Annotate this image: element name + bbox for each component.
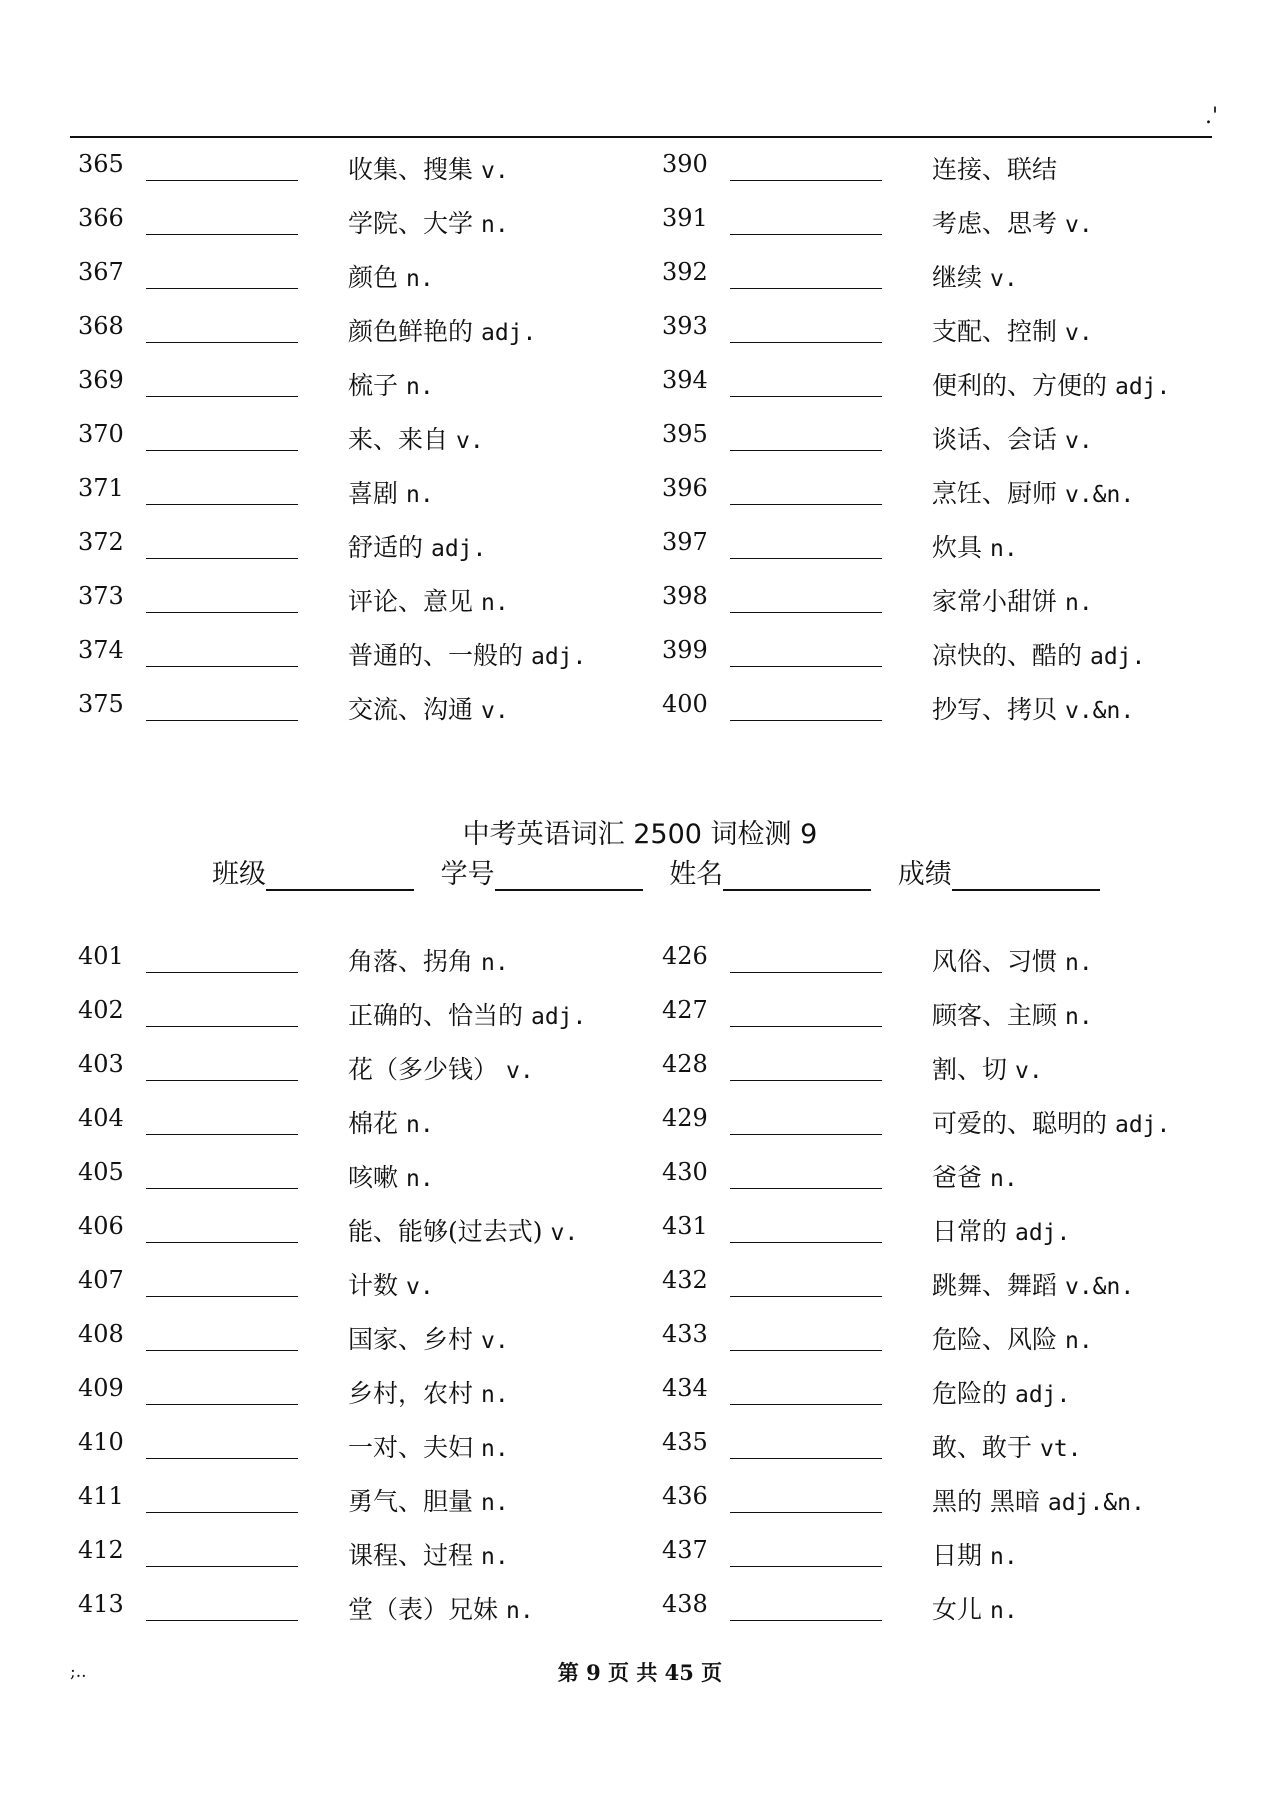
chinese-meaning: 危险的 xyxy=(932,1379,1008,1408)
answer-blank[interactable] xyxy=(146,180,298,181)
class-blank[interactable] xyxy=(266,859,414,891)
chinese-meaning: 勇气、胆量 xyxy=(348,1487,474,1516)
answer-blank[interactable] xyxy=(730,1296,882,1297)
part-of-speech: n. xyxy=(480,590,509,616)
part-of-speech: n. xyxy=(989,1598,1018,1624)
meaning-text xyxy=(932,1158,1018,1194)
answer-blank[interactable] xyxy=(730,1350,882,1351)
meaning-text xyxy=(348,942,509,978)
item-number: 406 xyxy=(78,1212,124,1240)
chinese-meaning: 跳舞、舞蹈 xyxy=(932,1271,1058,1300)
chinese-meaning: 危险、风险 xyxy=(932,1325,1058,1354)
meaning-text xyxy=(932,420,1093,456)
item-number: 438 xyxy=(662,1590,708,1618)
answer-blank[interactable] xyxy=(146,234,298,235)
part-of-speech: v.&n. xyxy=(1064,482,1135,508)
vocab-section-2 xyxy=(0,932,1280,1634)
chinese-meaning: 计数 xyxy=(348,1271,399,1300)
answer-blank[interactable] xyxy=(730,1080,882,1081)
part-of-speech: n. xyxy=(480,1382,509,1408)
item-number: 390 xyxy=(662,150,708,178)
meaning-text xyxy=(348,1320,509,1356)
meaning-text xyxy=(348,1428,509,1464)
part-of-speech: adj. xyxy=(530,1004,587,1030)
vocab-row xyxy=(0,518,1280,572)
part-of-speech: v. xyxy=(405,1274,434,1300)
item-number: 436 xyxy=(662,1482,708,1510)
answer-blank[interactable] xyxy=(730,180,882,181)
vocab-row xyxy=(0,1256,1280,1310)
vocab-row xyxy=(0,1364,1280,1418)
part-of-speech: n. xyxy=(1064,950,1093,976)
answer-blank[interactable] xyxy=(146,612,298,613)
part-of-speech: n. xyxy=(1064,1004,1093,1030)
chinese-meaning: 黑的 黑暗 xyxy=(932,1487,1040,1516)
vocab-row xyxy=(0,1040,1280,1094)
footer-mark: ;.. xyxy=(70,1662,87,1682)
item-number: 410 xyxy=(78,1428,124,1456)
meaning-text xyxy=(348,582,509,618)
meaning-text xyxy=(348,636,586,672)
answer-blank[interactable] xyxy=(730,1242,882,1243)
answer-blank[interactable] xyxy=(146,1242,298,1243)
answer-blank[interactable] xyxy=(146,504,298,505)
corner-mark: .' xyxy=(1205,104,1219,129)
part-of-speech: v. xyxy=(480,158,509,184)
answer-blank[interactable] xyxy=(146,1296,298,1297)
meaning-text xyxy=(348,1104,434,1140)
answer-blank[interactable] xyxy=(146,288,298,289)
meaning-text xyxy=(348,258,434,294)
chinese-meaning: 爸爸 xyxy=(932,1163,983,1192)
vocab-row xyxy=(0,572,1280,626)
meaning-text xyxy=(932,204,1093,240)
vocab-row xyxy=(0,302,1280,356)
item-number: 428 xyxy=(662,1050,708,1078)
item-number: 366 xyxy=(78,204,124,232)
answer-blank[interactable] xyxy=(146,1512,298,1513)
chinese-meaning: 可爱的、聪明的 xyxy=(932,1109,1108,1138)
meaning-text xyxy=(932,474,1134,510)
meaning-text xyxy=(348,312,536,348)
chinese-meaning: 学院、大学 xyxy=(348,209,474,238)
score-blank[interactable] xyxy=(952,859,1100,891)
vocab-row xyxy=(0,1202,1280,1256)
item-number: 391 xyxy=(662,204,708,232)
item-number: 396 xyxy=(662,474,708,502)
item-number: 394 xyxy=(662,366,708,394)
vocab-row xyxy=(0,986,1280,1040)
chinese-meaning: 舒适的 xyxy=(348,533,424,562)
answer-blank[interactable] xyxy=(730,342,882,343)
answer-blank[interactable] xyxy=(730,1188,882,1189)
meaning-text xyxy=(348,366,434,402)
part-of-speech: n. xyxy=(405,374,434,400)
chinese-meaning: 堂（表）兄妹 xyxy=(348,1595,499,1624)
item-number: 407 xyxy=(78,1266,124,1294)
item-number: 408 xyxy=(78,1320,124,1348)
item-number: 393 xyxy=(662,312,708,340)
vocab-row xyxy=(0,626,1280,680)
student-info-line xyxy=(212,852,1100,891)
meaning-text xyxy=(348,996,586,1032)
answer-blank[interactable] xyxy=(146,342,298,343)
item-number: 405 xyxy=(78,1158,124,1186)
answer-blank[interactable] xyxy=(146,396,298,397)
vocab-row xyxy=(0,932,1280,986)
chinese-meaning: 日期 xyxy=(932,1541,983,1570)
chinese-meaning: 普通的、一般的 xyxy=(348,641,524,670)
part-of-speech: v.&n. xyxy=(1064,1274,1135,1300)
meaning-text xyxy=(932,258,1018,294)
part-of-speech: v. xyxy=(505,1058,534,1084)
item-number: 434 xyxy=(662,1374,708,1402)
meaning-text xyxy=(348,204,509,240)
student-id-label: 学号 xyxy=(440,859,495,890)
item-number: 369 xyxy=(78,366,124,394)
answer-blank[interactable] xyxy=(730,288,882,289)
chinese-meaning: 继续 xyxy=(932,263,983,292)
meaning-text xyxy=(932,1212,1070,1248)
chinese-meaning: 能、能够(过去式) xyxy=(348,1217,543,1246)
part-of-speech: adj. xyxy=(1114,374,1171,400)
item-number: 399 xyxy=(662,636,708,664)
top-rule xyxy=(70,136,1212,138)
meaning-text xyxy=(348,690,509,726)
chinese-meaning: 支配、控制 xyxy=(932,317,1058,346)
answer-blank[interactable] xyxy=(730,612,882,613)
item-number: 398 xyxy=(662,582,708,610)
part-of-speech: n. xyxy=(480,212,509,238)
item-number: 433 xyxy=(662,1320,708,1348)
item-number: 437 xyxy=(662,1536,708,1564)
chinese-meaning: 敢、敢于 xyxy=(932,1433,1033,1462)
item-number: 404 xyxy=(78,1104,124,1132)
answer-blank[interactable] xyxy=(730,972,882,973)
meaning-text xyxy=(348,150,509,186)
answer-blank[interactable] xyxy=(730,1620,882,1621)
answer-blank[interactable] xyxy=(730,234,882,235)
part-of-speech: n. xyxy=(405,482,434,508)
chinese-meaning: 交流、沟通 xyxy=(348,695,474,724)
meaning-text xyxy=(932,366,1170,402)
chinese-meaning: 炊具 xyxy=(932,533,983,562)
meaning-text xyxy=(932,996,1093,1032)
class-label: 班级 xyxy=(212,859,266,890)
part-of-speech: adj. xyxy=(1014,1220,1071,1246)
chinese-meaning: 课程、过程 xyxy=(348,1541,474,1570)
name-label: 姓名 xyxy=(669,859,724,890)
item-number: 395 xyxy=(662,420,708,448)
meaning-text xyxy=(932,1104,1170,1140)
answer-blank[interactable] xyxy=(146,450,298,451)
part-of-speech: v. xyxy=(455,428,484,454)
chinese-meaning: 棉花 xyxy=(348,1109,399,1138)
chinese-meaning: 评论、意见 xyxy=(348,587,474,616)
part-of-speech: n. xyxy=(1064,590,1093,616)
answer-blank[interactable] xyxy=(730,504,882,505)
part-of-speech: n. xyxy=(1064,1328,1093,1354)
answer-blank[interactable] xyxy=(730,450,882,451)
chinese-meaning: 家常小甜饼 xyxy=(932,587,1058,616)
part-of-speech: n. xyxy=(989,536,1018,562)
answer-blank[interactable] xyxy=(730,1404,882,1405)
meaning-text xyxy=(932,150,1057,186)
part-of-speech: adj. xyxy=(1014,1382,1071,1408)
answer-blank[interactable] xyxy=(146,1566,298,1567)
chinese-meaning: 喜剧 xyxy=(348,479,399,508)
part-of-speech: n. xyxy=(480,1436,509,1462)
item-number: 367 xyxy=(78,258,124,286)
meaning-text xyxy=(932,1590,1018,1626)
meaning-text xyxy=(932,690,1134,726)
item-number: 429 xyxy=(662,1104,708,1132)
chinese-meaning: 风俗、习惯 xyxy=(932,947,1058,976)
part-of-speech: n. xyxy=(989,1166,1018,1192)
chinese-meaning: 收集、搜集 xyxy=(348,155,474,184)
vocab-row xyxy=(0,1526,1280,1580)
chinese-meaning: 顾客、主顾 xyxy=(932,1001,1058,1030)
meaning-text xyxy=(932,1482,1145,1518)
part-of-speech: v. xyxy=(1064,212,1093,238)
item-number: 370 xyxy=(78,420,124,448)
part-of-speech: v. xyxy=(1014,1058,1043,1084)
part-of-speech: adj.&n. xyxy=(1047,1490,1145,1516)
chinese-meaning: 考虑、思考 xyxy=(932,209,1058,238)
meaning-text xyxy=(348,1050,534,1086)
chinese-meaning: 抄写、拷贝 xyxy=(932,695,1058,724)
item-number: 427 xyxy=(662,996,708,1024)
part-of-speech: v. xyxy=(480,1328,509,1354)
answer-blank[interactable] xyxy=(146,972,298,973)
meaning-text xyxy=(932,1536,1018,1572)
item-number: 400 xyxy=(662,690,708,718)
part-of-speech: n. xyxy=(405,1166,434,1192)
part-of-speech: n. xyxy=(989,1544,1018,1570)
answer-blank[interactable] xyxy=(146,1188,298,1189)
vocab-row xyxy=(0,410,1280,464)
part-of-speech: n. xyxy=(405,266,434,292)
answer-blank[interactable] xyxy=(146,666,298,667)
chinese-meaning: 女儿 xyxy=(932,1595,983,1624)
meaning-text xyxy=(348,1590,534,1626)
vocab-section-1 xyxy=(0,140,1280,734)
answer-blank[interactable] xyxy=(146,1620,298,1621)
item-number: 375 xyxy=(78,690,124,718)
test-title: 中考英语词汇 2500 词检测 9 xyxy=(462,819,818,850)
chinese-meaning: 烹饪、厨师 xyxy=(932,479,1058,508)
meaning-text xyxy=(348,420,484,456)
chinese-meaning: 割、切 xyxy=(932,1055,1008,1084)
chinese-meaning: 凉快的、酷的 xyxy=(932,641,1083,670)
item-number: 374 xyxy=(78,636,124,664)
part-of-speech: adj. xyxy=(530,644,587,670)
part-of-speech: v. xyxy=(480,698,509,724)
vocab-row xyxy=(0,140,1280,194)
meaning-text xyxy=(348,1158,434,1194)
chinese-meaning: 正确的、恰当的 xyxy=(348,1001,524,1030)
vocab-row xyxy=(0,1472,1280,1526)
part-of-speech: v. xyxy=(1064,320,1093,346)
vocab-row xyxy=(0,1310,1280,1364)
item-number: 365 xyxy=(78,150,124,178)
answer-blank[interactable] xyxy=(146,1080,298,1081)
answer-blank[interactable] xyxy=(146,558,298,559)
item-number: 371 xyxy=(78,474,124,502)
answer-blank[interactable] xyxy=(730,396,882,397)
item-number: 413 xyxy=(78,1590,124,1618)
answer-blank[interactable] xyxy=(146,720,298,721)
answer-blank[interactable] xyxy=(146,1350,298,1351)
vocab-row xyxy=(0,1148,1280,1202)
part-of-speech: adj. xyxy=(480,320,537,346)
meaning-text xyxy=(348,474,434,510)
answer-blank[interactable] xyxy=(146,1404,298,1405)
page-number: 第 9 页 共 45 页 xyxy=(557,1660,723,1685)
vocab-row xyxy=(0,1418,1280,1472)
score-label: 成绩 xyxy=(897,859,952,890)
answer-blank[interactable] xyxy=(730,1512,882,1513)
part-of-speech: v.&n. xyxy=(1064,698,1135,724)
item-number: 403 xyxy=(78,1050,124,1078)
answer-blank[interactable] xyxy=(730,720,882,721)
meaning-text xyxy=(348,1536,509,1572)
vocab-row xyxy=(0,1580,1280,1634)
item-number: 432 xyxy=(662,1266,708,1294)
vocab-row xyxy=(0,1094,1280,1148)
chinese-meaning: 角落、拐角 xyxy=(348,947,474,976)
item-number: 411 xyxy=(78,1482,124,1510)
chinese-meaning: 颜色 xyxy=(348,263,399,292)
part-of-speech: vt. xyxy=(1039,1436,1082,1462)
meaning-text xyxy=(932,1266,1134,1302)
answer-blank[interactable] xyxy=(146,1458,298,1459)
vocab-row xyxy=(0,194,1280,248)
part-of-speech: n. xyxy=(505,1598,534,1624)
chinese-meaning: 便利的、方便的 xyxy=(932,371,1108,400)
chinese-meaning: 咳嗽 xyxy=(348,1163,399,1192)
chinese-meaning: 连接、联结 xyxy=(932,155,1058,184)
part-of-speech: n. xyxy=(480,950,509,976)
item-number: 397 xyxy=(662,528,708,556)
item-number: 409 xyxy=(78,1374,124,1402)
vocab-row xyxy=(0,464,1280,518)
meaning-text xyxy=(932,312,1093,348)
item-number: 368 xyxy=(78,312,124,340)
item-number: 412 xyxy=(78,1536,124,1564)
meaning-text xyxy=(932,636,1145,672)
item-number: 392 xyxy=(662,258,708,286)
chinese-meaning: 国家、乡村 xyxy=(348,1325,474,1354)
item-number: 435 xyxy=(662,1428,708,1456)
meaning-text xyxy=(348,528,486,564)
meaning-text xyxy=(932,582,1093,618)
answer-blank[interactable] xyxy=(730,1026,882,1027)
part-of-speech: v. xyxy=(989,266,1018,292)
part-of-speech: adj. xyxy=(430,536,487,562)
chinese-meaning: 谈话、会话 xyxy=(932,425,1058,454)
meaning-text xyxy=(348,1482,509,1518)
part-of-speech: v. xyxy=(1064,428,1093,454)
name-blank[interactable] xyxy=(723,859,871,891)
meaning-text xyxy=(932,1374,1070,1410)
answer-blank[interactable] xyxy=(730,1566,882,1567)
chinese-meaning: 来、来自 xyxy=(348,425,449,454)
meaning-text xyxy=(348,1374,509,1410)
meaning-text xyxy=(932,528,1018,564)
chinese-meaning: 颜色鲜艳的 xyxy=(348,317,474,346)
part-of-speech: v. xyxy=(550,1220,579,1246)
answer-blank[interactable] xyxy=(730,1458,882,1459)
chinese-meaning: 梳子 xyxy=(348,371,399,400)
item-number: 402 xyxy=(78,996,124,1024)
item-number: 401 xyxy=(78,942,124,970)
answer-blank[interactable] xyxy=(730,1134,882,1135)
answer-blank[interactable] xyxy=(730,558,882,559)
meaning-text xyxy=(348,1212,578,1248)
chinese-meaning: 一对、夫妇 xyxy=(348,1433,474,1462)
part-of-speech: n. xyxy=(480,1544,509,1570)
item-number: 426 xyxy=(662,942,708,970)
item-number: 373 xyxy=(78,582,124,610)
part-of-speech: n. xyxy=(480,1490,509,1516)
student-id-blank[interactable] xyxy=(495,859,643,891)
answer-blank[interactable] xyxy=(146,1026,298,1027)
meaning-text xyxy=(348,1266,434,1302)
chinese-meaning: 日常的 xyxy=(932,1217,1008,1246)
part-of-speech: adj. xyxy=(1089,644,1146,670)
part-of-speech: n. xyxy=(405,1112,434,1138)
meaning-text xyxy=(932,1320,1093,1356)
vocab-row xyxy=(0,356,1280,410)
part-of-speech: adj. xyxy=(1114,1112,1171,1138)
item-number: 431 xyxy=(662,1212,708,1240)
item-number: 430 xyxy=(662,1158,708,1186)
answer-blank[interactable] xyxy=(146,1134,298,1135)
meaning-text xyxy=(932,1428,1082,1464)
meaning-text xyxy=(932,942,1093,978)
vocab-row xyxy=(0,248,1280,302)
chinese-meaning: 乡村，农村 xyxy=(348,1379,474,1408)
answer-blank[interactable] xyxy=(730,666,882,667)
item-number: 372 xyxy=(78,528,124,556)
meaning-text xyxy=(932,1050,1043,1086)
chinese-meaning: 花（多少钱） xyxy=(348,1055,499,1084)
vocab-row xyxy=(0,680,1280,734)
